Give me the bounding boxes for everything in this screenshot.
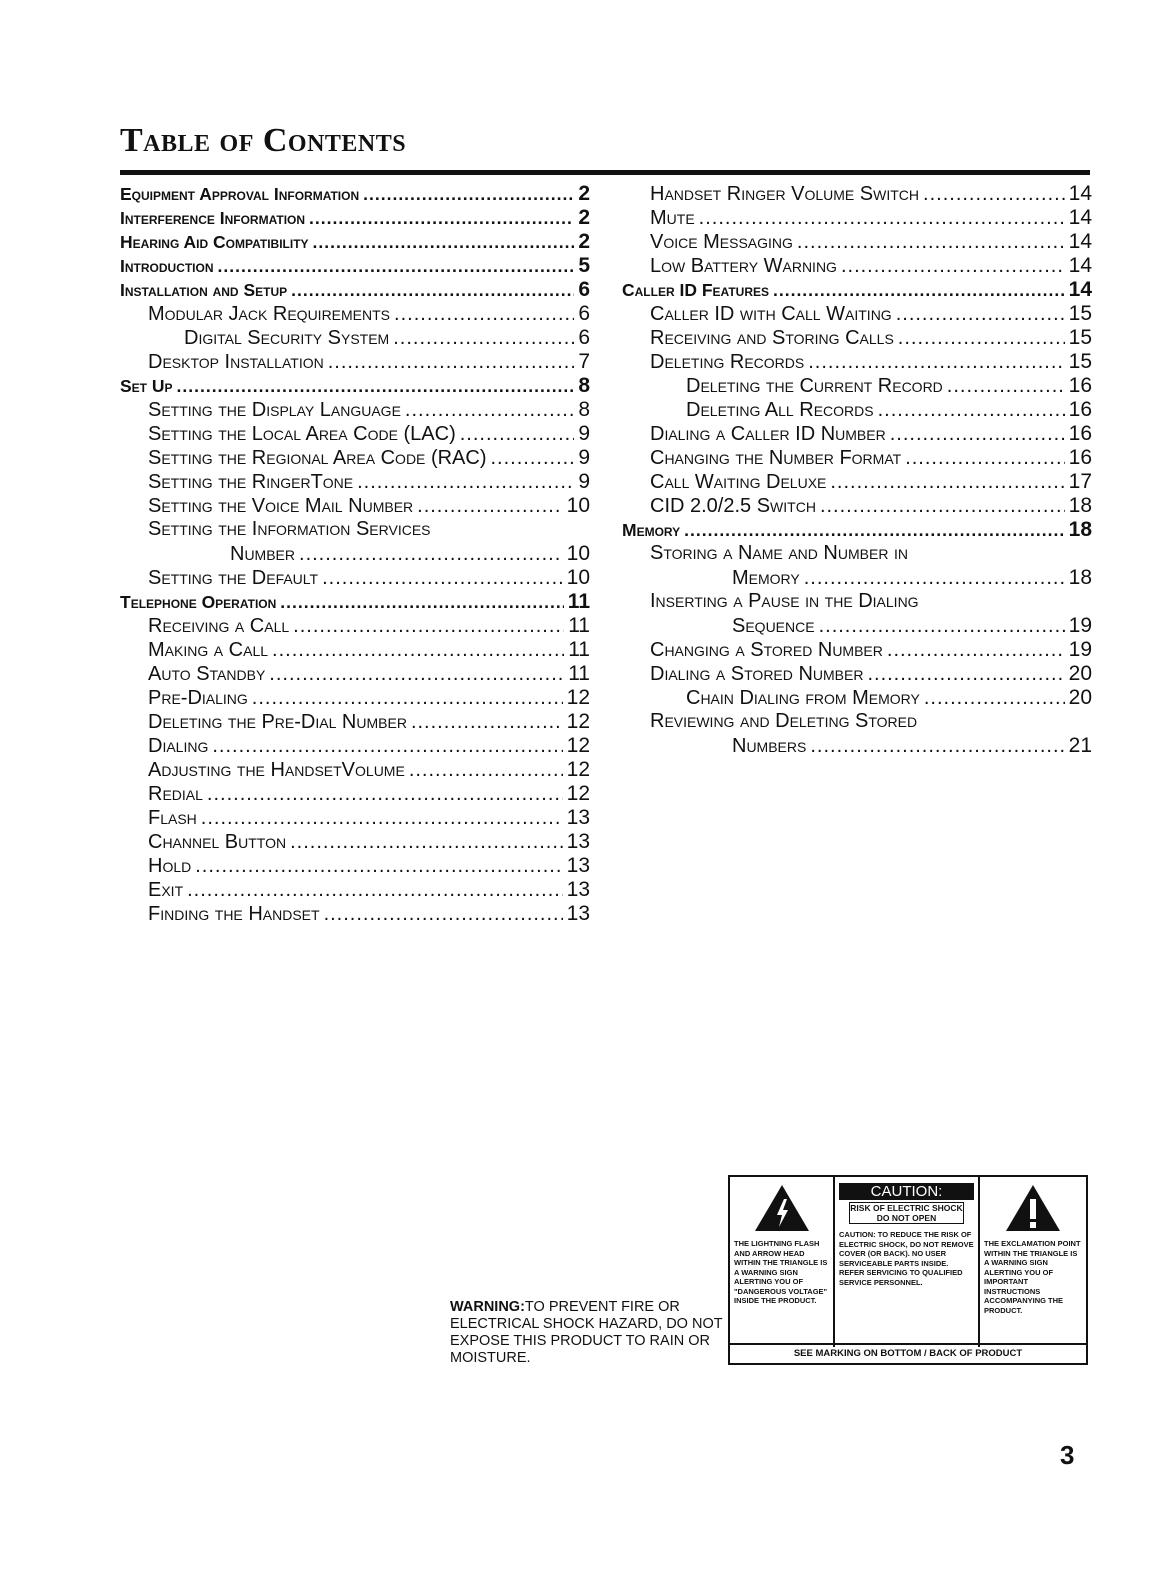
toc-entry-label: Memory — [732, 567, 800, 589]
toc-entry — [622, 566, 1092, 590]
toc-leader-dots — [394, 303, 574, 326]
toc-entry-label: Deleting All Records — [686, 399, 874, 421]
toc-entry — [622, 350, 1092, 374]
toc-entry — [120, 806, 590, 830]
toc-leader-dots — [177, 376, 575, 397]
toc-leader-dots — [280, 592, 564, 613]
toc-entry-page: 17 — [1068, 470, 1092, 493]
toc-entry-page: 10 — [566, 494, 590, 517]
toc-entry-page: 13 — [566, 902, 590, 925]
toc-entry — [622, 206, 1092, 230]
toc-leader-dots — [187, 879, 563, 902]
toc-entry — [120, 734, 590, 758]
toc-leader-dots — [218, 256, 575, 277]
toc-entry-label: Setting the Local Area Code (LAC) — [148, 423, 456, 445]
toc-entry-page: 15 — [1068, 350, 1092, 373]
toc-entry — [120, 350, 590, 374]
toc-entry-page: 8 — [578, 374, 590, 397]
toc-entry-page: 9 — [578, 470, 590, 493]
toc-leader-dots — [898, 327, 1065, 350]
toc-entry — [120, 878, 590, 902]
toc-entry — [622, 686, 1092, 710]
caution-panel — [835, 1177, 980, 1347]
toc-entry-page: 12 — [566, 734, 590, 757]
toc-entry — [120, 758, 590, 782]
toc-entry — [120, 902, 590, 926]
page-title: Table of Contents — [120, 122, 407, 159]
toc-entry-label: Interference Information — [120, 208, 306, 228]
toc-entry — [120, 686, 590, 710]
toc-entry-label: Sequence — [732, 615, 815, 637]
toc-entry-label: Dialing — [148, 735, 209, 757]
toc-entry-label: Flash — [148, 807, 197, 829]
toc-leader-dots — [324, 903, 563, 926]
toc-entry-label: Pre-Dialing — [148, 687, 248, 709]
exclamation-warning-panel — [980, 1177, 1086, 1347]
toc-entry — [120, 782, 590, 806]
toc-leader-dots — [409, 759, 563, 782]
toc-entry-page: 8 — [578, 398, 590, 421]
toc-entry-label: Deleting the Current Record — [686, 375, 943, 397]
toc-entry — [120, 518, 590, 542]
toc-leader-dots — [357, 471, 574, 494]
toc-leader-dots — [887, 639, 1065, 662]
toc-entry-label: Adjusting the HandsetVolume — [148, 759, 405, 781]
toc-entry-page: 13 — [566, 878, 590, 901]
toc-entry-label: Reviewing and Deleting Stored — [650, 710, 918, 732]
toc-entry — [622, 278, 1092, 302]
lightning-warning-panel — [730, 1177, 835, 1347]
toc-entry-label: Making a Call — [148, 639, 269, 661]
toc-entry-page: 14 — [1068, 182, 1092, 205]
toc-entry-page: 14 — [1068, 278, 1092, 301]
toc-leader-dots — [808, 351, 1064, 374]
toc-entry — [622, 446, 1092, 470]
toc-entry — [120, 494, 590, 518]
caution-text: CAUTION: TO REDUCE THE RISK OF ELECTRIC SHOCK, DO NOT REMOVE COVER (OR BACK). NO USER SERVICEABLE PARTS INSIDE. REFER SERVICING TO QUALIFIED SERVICE PERSONNEL. — [839, 1230, 974, 1287]
warning-notice — [450, 1299, 725, 1367]
toc-leader-dots — [299, 543, 563, 566]
toc-entry — [120, 446, 590, 470]
toc-entry-page: 11 — [568, 638, 590, 661]
toc-entry-label: Digital Security System — [184, 327, 390, 349]
toc-entry-page: 14 — [1068, 206, 1092, 229]
toc-entry-label: Setting the Information Services — [148, 518, 431, 540]
toc-entry-page: 16 — [1068, 422, 1092, 445]
caution-footer: SEE MARKING ON BOTTOM / BACK OF PRODUCT — [730, 1343, 1086, 1363]
toc-leader-dots — [272, 639, 564, 662]
toc-entry-label: Setting the RingerTone — [148, 471, 354, 493]
toc-leader-dots — [201, 807, 563, 830]
toc-entry-label: Setting the Voice Mail Number — [148, 495, 414, 517]
toc-entry-label: Redial — [148, 783, 203, 805]
toc-leader-dots — [322, 567, 563, 590]
toc-leader-dots — [393, 327, 574, 350]
toc-entry-page: 13 — [566, 854, 590, 877]
toc-entry-page: 11 — [568, 662, 590, 685]
toc-entry-label: Setting the Display Language — [148, 399, 401, 421]
toc-entry-page: 20 — [1068, 686, 1092, 709]
toc-entry-page: 16 — [1068, 446, 1092, 469]
risk-line-1: RISK OF ELECTRIC SHOCK — [850, 1203, 963, 1213]
toc-leader-dots — [460, 423, 575, 446]
toc-entry-label: Changing a Stored Number — [650, 639, 883, 661]
toc-leader-dots — [820, 495, 1065, 518]
toc-leader-dots — [293, 615, 564, 638]
toc-entry-label: Inserting a Pause in the Dialing — [650, 590, 919, 612]
toc-entry-page: 6 — [578, 326, 590, 349]
toc-entry-page: 21 — [1068, 734, 1092, 757]
warning-lead: WARNING: — [450, 1299, 525, 1315]
toc-entry — [120, 542, 590, 566]
toc-entry-page: 10 — [566, 566, 590, 589]
toc-entry-page: 16 — [1068, 374, 1092, 397]
toc-entry-page: 6 — [578, 302, 590, 325]
toc-leader-dots — [328, 351, 575, 374]
toc-leader-dots — [252, 687, 563, 710]
toc-entry — [622, 182, 1092, 206]
toc-entry-page: 15 — [1068, 302, 1092, 325]
risk-line-2: DO NOT OPEN — [876, 1213, 937, 1223]
toc-leader-dots — [896, 303, 1065, 326]
toc-entry — [622, 518, 1092, 542]
toc-entry-label: Caller ID with Call Waiting — [650, 303, 892, 325]
toc-entry-label: Low Battery Warning — [650, 255, 837, 277]
toc-leader-dots — [878, 399, 1065, 422]
toc-entry — [622, 542, 1092, 566]
toc-leader-dots — [491, 447, 575, 470]
toc-leader-dots — [890, 423, 1065, 446]
title-rule — [120, 170, 1090, 175]
toc-entry-page: 11 — [567, 590, 590, 613]
toc-entry-page: 2 — [578, 182, 590, 205]
toc-leader-dots — [212, 735, 562, 758]
toc-entry-label: Handset Ringer Volume Switch — [650, 183, 920, 205]
toc-entry — [120, 830, 590, 854]
risk-notice — [849, 1202, 964, 1224]
toc-leader-dots — [804, 567, 1065, 590]
toc-leader-dots — [924, 687, 1065, 710]
toc-entry-page: 18 — [1068, 494, 1092, 517]
toc-entry-page: 12 — [566, 686, 590, 709]
toc-entry — [120, 278, 590, 302]
toc-entry — [622, 326, 1092, 350]
toc-entry — [120, 590, 590, 614]
toc-entry-label: Deleting the Pre-Dial Number — [148, 711, 407, 733]
toc-entry-label: Modular Jack Requirements — [148, 303, 391, 325]
toc-leader-dots — [313, 232, 575, 253]
toc-entry — [622, 734, 1092, 758]
toc-entry — [120, 182, 590, 206]
toc-entry — [120, 662, 590, 686]
toc-entry — [120, 422, 590, 446]
toc-leader-dots — [773, 280, 1065, 301]
toc-entry — [120, 470, 590, 494]
toc-entry-page: 6 — [578, 278, 590, 301]
toc-entry-label: Desktop Installation — [148, 351, 324, 373]
toc-entry — [120, 566, 590, 590]
toc-entry-label: Receiving a Call — [148, 615, 290, 637]
toc-entry-label: Caller ID Features — [622, 280, 769, 300]
toc-entry-page: 13 — [566, 830, 590, 853]
toc-entry — [622, 710, 1092, 734]
toc-entry-page: 7 — [578, 350, 590, 373]
toc-leader-dots — [699, 207, 1065, 230]
toc-entry-label: Mute — [650, 207, 695, 229]
toc-entry — [120, 614, 590, 638]
toc-entry — [120, 230, 590, 254]
toc-entry-label: Telephone Operation — [120, 592, 277, 612]
toc-entry-label: Deleting Records — [650, 351, 805, 373]
toc-entry-label: Changing the Number Format — [650, 447, 902, 469]
toc-leader-dots — [905, 447, 1064, 470]
caution-heading: CAUTION: — [839, 1183, 974, 1200]
toc-entry — [622, 662, 1092, 686]
toc-entry-page: 12 — [566, 710, 590, 733]
toc-entry-label: Exit — [148, 879, 184, 901]
toc-left-column — [120, 182, 590, 926]
toc-leader-dots — [195, 855, 562, 878]
toc-leader-dots — [269, 663, 564, 686]
toc-leader-dots — [841, 255, 1065, 278]
toc-entry-page: 9 — [578, 422, 590, 445]
toc-leader-dots — [810, 735, 1064, 758]
toc-leader-dots — [405, 399, 574, 422]
toc-leader-dots — [417, 495, 563, 518]
lightning-warning-text: THE LIGHTNING FLASH AND ARROW HEAD WITHIN THE TRIANGLE IS A WARNING SIGN ALERTING YOU OF "DANGEROUS VOLTAGE" INSIDE THE PRODUCT. — [734, 1239, 828, 1305]
toc-entry-label: Numbers — [732, 735, 807, 757]
toc-leader-dots — [819, 615, 1065, 638]
toc-entry-label: Call Waiting Deluxe — [650, 471, 827, 493]
toc-entry-page: 15 — [1068, 326, 1092, 349]
toc-entry-page: 18 — [1068, 566, 1092, 589]
toc-leader-dots — [290, 831, 563, 854]
toc-entry-page: 2 — [578, 230, 590, 253]
toc-leader-dots — [947, 375, 1065, 398]
toc-entry-page: 14 — [1068, 254, 1092, 277]
toc-entry — [622, 590, 1092, 614]
toc-entry-label: Setting the Default — [148, 567, 319, 589]
exclamation-warning-text: THE EXCLAMATION POINT WITHIN THE TRIANGLE IS A WARNING SIGN ALERTING YOU OF IMPORTANT INSTRUCTIONS ACCOMPANYING THE PRODUCT. — [984, 1239, 1081, 1315]
toc-entry-label: Hearing Aid Compatibility — [120, 232, 309, 252]
toc-right-column — [622, 182, 1092, 758]
toc-entry — [120, 638, 590, 662]
toc-entry-label: Number — [230, 543, 296, 565]
toc-entry — [120, 398, 590, 422]
toc-entry-label: Chain Dialing from Memory — [686, 687, 920, 709]
lightning-triangle-icon — [753, 1183, 811, 1233]
toc-entry — [622, 422, 1092, 446]
toc-entry-label: Auto Standby — [148, 663, 266, 685]
toc-entry-page: 14 — [1068, 230, 1092, 253]
page-number: 3 — [1060, 1440, 1075, 1470]
toc-leader-dots — [291, 280, 574, 301]
toc-entry — [622, 494, 1092, 518]
toc-leader-dots — [797, 231, 1065, 254]
toc-leader-dots — [923, 183, 1065, 206]
toc-entry-label: Setting the Regional Area Code (RAC) — [148, 447, 487, 469]
toc-entry-label: CID 2.0/2.5 Switch — [650, 495, 816, 517]
toc-entry-page: 16 — [1068, 398, 1092, 421]
toc-entry-label: Finding the Handset — [148, 903, 320, 925]
toc-entry-page: 19 — [1068, 614, 1092, 637]
toc-entry-page: 12 — [566, 782, 590, 805]
caution-label — [728, 1175, 1088, 1365]
toc-entry-label: Receiving and Storing Calls — [650, 327, 894, 349]
toc-entry — [622, 302, 1092, 326]
toc-entry-page: 2 — [578, 206, 590, 229]
toc-leader-dots — [411, 711, 563, 734]
toc-entry-page: 9 — [578, 446, 590, 469]
toc-entry-page: 12 — [566, 758, 590, 781]
toc-entry-page: 10 — [566, 542, 590, 565]
toc-entry — [622, 614, 1092, 638]
toc-entry-label: Installation and Setup — [120, 280, 288, 300]
toc-entry-page: 18 — [1068, 518, 1092, 541]
toc-entry — [622, 230, 1092, 254]
toc-entry-label: Set Up — [120, 376, 173, 396]
toc-entry — [622, 398, 1092, 422]
toc-entry — [120, 206, 590, 230]
toc-entry-label: Dialing a Caller ID Number — [650, 423, 886, 445]
toc-entry-page: 13 — [566, 806, 590, 829]
toc-entry — [622, 638, 1092, 662]
toc-leader-dots — [830, 471, 1064, 494]
toc-entry-label: Hold — [148, 855, 192, 877]
toc-entry — [622, 374, 1092, 398]
toc-entry — [622, 470, 1092, 494]
toc-entry — [120, 254, 590, 278]
toc-leader-dots — [867, 663, 1064, 686]
toc-leader-dots — [309, 208, 574, 229]
toc-entry — [622, 254, 1092, 278]
toc-entry-label: Voice Messaging — [650, 231, 793, 253]
toc-entry-label: Storing a Name and Number in — [650, 542, 908, 564]
toc-leader-dots — [684, 520, 1065, 541]
toc-entry-page: 20 — [1068, 662, 1092, 685]
exclamation-triangle-icon — [1004, 1183, 1062, 1233]
toc-entry-label: Equipment Approval Information — [120, 184, 360, 204]
toc-entry — [120, 374, 590, 398]
warning-text: TO PREVENT FIRE OR ELECTRICAL SHOCK HAZARD, DO NOT EXPOSE THIS PRODUCT TO RAIN OR MOISTURE. — [450, 1299, 723, 1366]
toc-entry — [120, 710, 590, 734]
toc-entry — [120, 302, 590, 326]
toc-entry-label: Introduction — [120, 256, 214, 276]
toc-entry — [120, 326, 590, 350]
toc-entry-label: Dialing a Stored Number — [650, 663, 864, 685]
toc-entry-page: 5 — [578, 254, 590, 277]
toc-entry-label: Memory — [622, 520, 681, 540]
toc-entry-page: 11 — [568, 614, 590, 637]
toc-leader-dots — [207, 783, 563, 806]
toc-entry-label: Channel Button — [148, 831, 287, 853]
toc-leader-dots — [363, 184, 574, 205]
toc-entry — [120, 854, 590, 878]
toc-entry-page: 19 — [1068, 638, 1092, 661]
